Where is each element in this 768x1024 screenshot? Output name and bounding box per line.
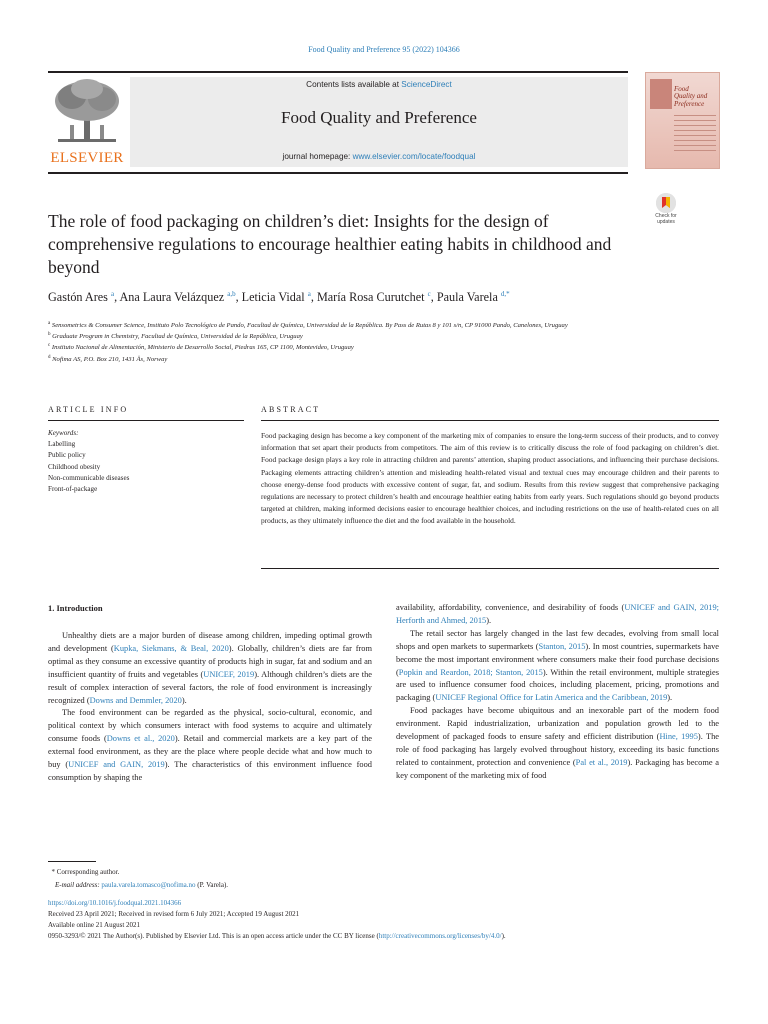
affiliation-text: Sensometrics & Consumer Science, Instituto Polo Tecnológico de Pando, Facultad de Química, Universidad de la República. By Pass de Rutas 8 y 101 s/n, CP 91000 Pando, Canelones, Uruguay xyxy=(51,322,568,330)
body-text: Unhealthy diets are a major burden of disease among children, impeding optimal growth and development ( xyxy=(48,631,372,653)
header-top-rule xyxy=(48,71,628,73)
contents-prefix: Contents lists available at xyxy=(306,80,402,89)
cover-title xyxy=(674,86,707,108)
keyword-item: Non-communicable diseases xyxy=(48,473,130,482)
email-link[interactable]: paula.varela.tomasco@nofima.no xyxy=(101,880,196,889)
footnote-rule xyxy=(48,861,96,862)
license-prefix: 0950-3293/© 2021 The Author(s). Published by Elsevier Ltd. This is an open access article under the CC BY license ( xyxy=(48,932,379,940)
keywords-label: Keywords: xyxy=(48,429,79,437)
check-updates-label xyxy=(651,214,681,225)
article-footer xyxy=(48,898,728,942)
affiliation-text: Nofima AS, P.O. Box 210, 1431 Ås, Norway xyxy=(52,355,168,363)
journal-cover-thumbnail xyxy=(645,72,720,169)
license-line xyxy=(48,931,728,942)
elsevier-wordmark: ELSEVIER xyxy=(50,150,124,166)
article-info-rule xyxy=(48,420,244,421)
affiliation-item xyxy=(48,353,638,364)
citation-link[interactable]: Stanton, 2015 xyxy=(538,641,586,651)
abstract-rule xyxy=(261,420,719,421)
corresponding-author-footnote xyxy=(48,866,448,891)
citation-link[interactable]: Downs et al., 2020 xyxy=(106,734,175,744)
body-text: ). xyxy=(486,615,492,625)
cover-title-line: Quality and xyxy=(674,92,708,101)
cover-title-line: Food xyxy=(674,85,689,93)
citation-link[interactable]: UNICEF and GAIN, 2019; Herforth and Ahmed, 2015 xyxy=(396,603,719,625)
section-heading-introduction: 1. Introduction xyxy=(48,603,103,613)
body-paragraph xyxy=(48,707,372,784)
body-text: ). The role of food packaging has largely evolved throughout history, exceeding its basic functions related to containment, protection and convenience ( xyxy=(396,732,719,767)
body-text: ). Packaging has become a key component of the marketing mix of food xyxy=(396,757,719,780)
body-text: availability, affordability, convenience, and desirability of foods ( xyxy=(396,603,625,612)
license-link[interactable]: http://creativecommons.org/licenses/by/4.0/ xyxy=(378,932,502,940)
body-paragraph xyxy=(396,628,719,705)
body-text: ). xyxy=(667,693,673,703)
affiliation-text: Instituto Nacional de Alimentación, Ministerio de Desarrollo Social, Piedras 165, CP 1100, Montevideo, Uruguay xyxy=(51,344,354,352)
affiliation-marker: b xyxy=(48,332,51,338)
abstract-heading: ABSTRACT xyxy=(261,405,321,414)
citation-link[interactable]: Downs and Demmler, 2020 xyxy=(89,695,182,705)
article-title: The role of food packaging on children’s diet: Insights for the design of comprehensive regulations to encourage healthier eating habits in childhood and beyond xyxy=(48,211,612,277)
email-suffix: (P. Varela). xyxy=(195,880,229,889)
corresponding-author-text: Corresponding author. xyxy=(56,868,120,876)
author-affiliation-marker[interactable]: c xyxy=(427,290,431,298)
check-updates-line: updates xyxy=(657,218,675,225)
author-name[interactable]: Paula Varela xyxy=(436,290,498,305)
citation-link[interactable]: Hine, 1995 xyxy=(659,732,698,742)
check-for-updates-button[interactable] xyxy=(651,193,681,229)
body-text: ). Within the retail environment, multiple strategies are used to influence consumer food choices, including placement, pricing, promotions and packaging ( xyxy=(396,667,719,703)
author-affiliation-marker[interactable]: a xyxy=(307,290,311,298)
journal-citation-link[interactable]: Food Quality and Preference 95 (2022) 104366 xyxy=(308,45,460,54)
affiliation-item xyxy=(48,341,638,352)
keywords-block xyxy=(48,428,244,495)
author-name[interactable]: Gastón Ares xyxy=(48,290,108,305)
body-column-right xyxy=(396,602,719,783)
affiliation-marker: a xyxy=(48,321,51,326)
citation-link[interactable]: Kupka, Siekmans, & Beal, 2020 xyxy=(113,643,229,653)
abstract-text: Food packaging design has become a key component of the marketing mix of companies to ensure the long-term success of their products, and to convey information that set apart their products from competitors. The aim of this review is to critically discuss the role of food packaging on children’s diet. Food package design plays a key role in attracting children and parents’ attention, shaping product associations, and influencing their purchase decisions. Packaging elements attracting children’s attention and misleading health-related visual and textual cues may encourage children and their parents to choose energy-dense food products with excessive content of sugar, fat, and sodium. Results from this review suggest that comprehensive packaging regulations are necessary to protect children’s health and encourage healthier eating habits from early years. Such regulations should go beyond products targeted at children, making informed decisions easier to encourage healthier choices, and including restrictions on the use of health-related cues on all products, as they ultimately influence the diet and the food available in the household. xyxy=(261,431,719,526)
available-online-date: Available online 21 August 2021 xyxy=(48,921,141,929)
journal-homepage-link[interactable]: www.elsevier.com/locate/foodqual xyxy=(352,152,476,161)
citation-link[interactable]: UNICEF, 2019 xyxy=(203,669,255,679)
email-label: E-mail address: xyxy=(55,880,100,889)
doi-link[interactable]: https://doi.org/10.1016/j.foodqual.2021.104366 xyxy=(48,899,182,907)
author-name[interactable]: Ana Laura Velázquez xyxy=(119,290,225,305)
body-paragraph xyxy=(396,602,719,628)
author-affiliation-marker[interactable]: a,b xyxy=(227,290,236,298)
abstract-bottom-rule xyxy=(261,568,719,569)
article-info-heading: ARTICLE INFO xyxy=(48,405,129,414)
body-text: ). Globally, children’s diets are far from optimal as they consume an excessive quantity of products high in sugar, fat and sodium and an insufficient quantity of fruits and vegetables ( xyxy=(48,643,372,679)
affiliation-list xyxy=(48,319,638,364)
contents-available-line xyxy=(130,80,628,89)
cover-image xyxy=(650,79,672,109)
homepage-prefix: journal homepage: xyxy=(282,152,353,161)
journal-homepage-line xyxy=(130,152,628,161)
cover-title-line: Preference xyxy=(674,99,705,108)
sciencedirect-link[interactable]: ScienceDirect xyxy=(401,80,452,89)
body-paragraph xyxy=(48,630,372,707)
body-text: ). xyxy=(181,695,187,705)
author-affiliation-marker[interactable]: d,* xyxy=(500,290,510,298)
citation-link[interactable]: UNICEF Regional Office for Latin America and the Caribbean, 2019 xyxy=(435,693,668,703)
citation-link[interactable]: Popkin and Reardon, 2018; Stanton, 2015 xyxy=(398,667,543,677)
keyword-item: Public policy xyxy=(48,451,86,460)
received-dates: Received 23 April 2021; Received in revised form 6 July 2021; Accepted 19 August 2021 xyxy=(48,910,300,918)
body-text: The retail sector has largely changed in the last few decades, evolving from small local shops and open markets to supermarkets ( xyxy=(396,628,719,651)
body-column-left xyxy=(48,630,372,785)
journal-title: Food Quality and Preference xyxy=(281,108,477,127)
body-text: ). Although children’s diets are the result of complex interaction of several factors, the role of food environment is increasingly recognized ( xyxy=(48,669,372,705)
header-bottom-rule xyxy=(48,172,628,174)
body-text: The food environment can be regarded as the physical, socio-cultural, economic, and political context by which consumers interact with food systems to acquire and ultimately consume foods ( xyxy=(48,708,372,744)
body-text: ). The characteristics of this environment influence food consumption by shaping the xyxy=(48,760,372,782)
author-affiliation-marker[interactable]: a xyxy=(110,290,115,298)
author-name[interactable]: Leticia Vidal xyxy=(241,290,305,305)
author-name[interactable]: María Rosa Curutchet xyxy=(316,290,425,305)
corresponding-author-line: * Corresponding author. xyxy=(48,868,120,876)
email-line xyxy=(48,879,448,892)
citation-link[interactable]: Pal et al., 2019 xyxy=(575,757,628,767)
check-updates-line: Check for xyxy=(655,213,677,219)
affiliation-marker: c xyxy=(48,343,51,349)
keyword-item: Childhood obesity xyxy=(48,462,101,471)
keyword-item: Labelling xyxy=(48,440,76,449)
body-text: Food packages have become ubiquitous and an inexorable part of the modern food environment. Rapid industrialization, urbanization and population growth led to the development of packaged foods to ensure safety and efficient distribution ( xyxy=(396,706,719,742)
license-suffix: ). xyxy=(501,932,506,940)
citation-link[interactable]: UNICEF and GAIN, 2019 xyxy=(68,760,165,770)
affiliation-text: Graduate Program in Chemistry, Facultad de Química, Universidad de la República, Uruguay xyxy=(52,333,303,341)
affiliation-item xyxy=(48,319,638,330)
affiliation-item xyxy=(48,330,638,341)
check-updates-icon xyxy=(656,193,676,213)
keyword-item: Front-of-package xyxy=(48,485,98,494)
body-paragraph xyxy=(396,705,719,782)
author-list: Gastón Ares $^a$, Ana Laura Velázquez $^{a,b}$, Leticia Vidal $^a$, María Rosa Curutchet $^c$, Paula Varela $^{d,*}$ xyxy=(48,290,510,305)
body-text: ). In most countries, supermarkets have become the most important environment where consumers make their food purchase decisions ( xyxy=(396,641,720,677)
cover-text-lines xyxy=(674,115,716,155)
affiliation-marker: d xyxy=(48,354,51,360)
body-text: ). Retail and commercial markets are a key part of the external food environment, as they are the place where people decide what and how much to buy ( xyxy=(48,734,373,770)
